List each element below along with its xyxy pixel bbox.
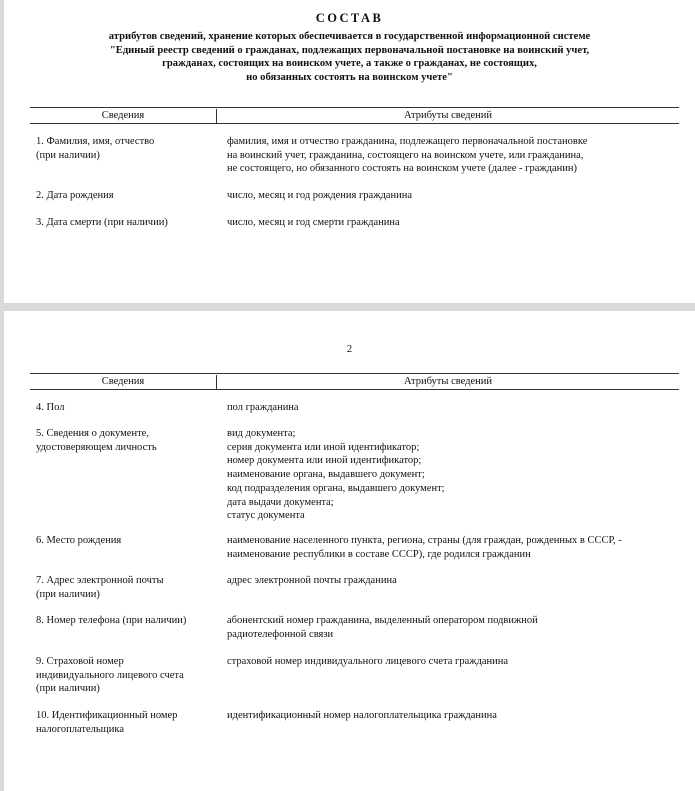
row-attr-line: пол гражданина — [227, 402, 299, 413]
row-label — [36, 427, 218, 454]
row-attributes — [227, 427, 679, 523]
subtitle-line: "Единый реестр сведений о гражданах, подлежащих первоначальной постановке на воинский учет, — [109, 44, 590, 56]
row-label-line: 8. Номер телефона (при наличии) — [36, 615, 187, 626]
document-title: СОСТАВ — [315, 11, 384, 25]
row-label-line: (при наличии) — [36, 149, 100, 161]
row-label — [36, 655, 218, 696]
row-attr-line: число, месяц и год смерти гражданина — [227, 217, 400, 228]
row-attributes — [227, 216, 679, 230]
row-attr-line: страховой номер индивидуального лицевого счета гражданина — [227, 656, 508, 667]
table-header — [30, 373, 679, 390]
row-label — [36, 189, 218, 203]
row-label-line: (при наличии) — [36, 588, 100, 600]
row-label — [36, 709, 218, 736]
row-attr-line: адрес электронной почты гражданина — [227, 575, 397, 586]
row-attributes — [227, 709, 679, 723]
row-label-line: 7. Адрес электронной почты — [36, 575, 164, 586]
row-label-line: 3. Дата смерти (при наличии) — [36, 217, 168, 228]
page-number: 2 — [346, 344, 353, 355]
row-label-line: налогоплательщика — [36, 723, 124, 735]
row-attributes — [227, 655, 679, 669]
row-attributes — [227, 135, 679, 176]
row-attr-line: на воинский учет, гражданина, состоящего на воинском учете, или гражданина, — [227, 149, 584, 161]
row-label-line: 1. Фамилия, имя, отчество — [36, 136, 155, 147]
row-label-line: 5. Сведения о документе, — [36, 428, 149, 439]
row-label — [36, 135, 218, 162]
row-label-line: индивидуального лицевого счета — [36, 669, 184, 681]
row-label-line: 4. Пол — [36, 402, 65, 413]
header-col-info: Сведения — [30, 109, 217, 123]
table-header — [30, 107, 679, 124]
row-label — [36, 216, 218, 230]
row-attr-line: вид документа; — [227, 428, 296, 439]
document-page-1 — [4, 0, 695, 303]
row-label-line: 2. Дата рождения — [36, 190, 114, 201]
row-attr-line: дата выдачи документа; — [227, 496, 334, 508]
row-label — [36, 534, 218, 548]
row-attr-line: статус документа — [227, 510, 305, 522]
row-label — [36, 574, 218, 601]
row-label-line: 9. Страховой номер — [36, 656, 124, 667]
row-attr-line: наименование органа, выдавшего документ; — [227, 469, 425, 481]
header-col-attributes: Атрибуты сведений — [403, 110, 493, 121]
row-attr-line: абонентский номер гражданина, выделенный оператором подвижной — [227, 615, 538, 626]
row-attr-line: наименование населенного пункта, региона, страны (для граждан, рожденных в СССР, - — [227, 535, 622, 546]
row-attr-line: радиотелефонной связи — [227, 628, 334, 640]
row-attr-line: серия документа или иной идентификатор; — [227, 441, 420, 453]
row-attr-line: фамилия, имя и отчество гражданина, подлежащего первоначальной постановке — [227, 136, 588, 147]
row-attributes — [227, 574, 679, 588]
document-page-2 — [4, 311, 695, 791]
row-label — [36, 614, 218, 628]
row-attr-line: наименование республики в составе СССР), где родился гражданин — [227, 548, 531, 560]
row-label-line: удостоверяющем личность — [36, 441, 157, 453]
subtitle-line: гражданах, состоящих на воинском учете, а также о гражданах, не состоящих, — [162, 58, 537, 70]
row-label-line: 10. Идентификационный номер — [36, 710, 178, 721]
row-attr-line: число, месяц и год рождения гражданина — [227, 190, 412, 201]
row-label-line: (при наличии) — [36, 683, 100, 695]
row-attributes — [227, 614, 679, 641]
header-col-attributes: Атрибуты сведений — [403, 376, 493, 387]
document-subtitle — [44, 30, 655, 84]
row-attr-line: номер документа или иной идентификатор; — [227, 455, 422, 467]
row-attr-line: не состоящего, но обязанного состоять на воинском учете (далее - гражданин) — [227, 163, 578, 175]
row-attributes — [227, 189, 679, 203]
row-attr-line: код подразделения органа, выдавшего документ; — [227, 482, 445, 494]
header-col-info: Сведения — [30, 375, 217, 389]
row-attributes — [227, 534, 679, 561]
subtitle-line: атрибутов сведений, хранение которых обеспечивается в государственной информационной системе — [108, 31, 591, 42]
subtitle-line: но обязанных состоять на воинском учете" — [246, 71, 453, 83]
row-label — [36, 401, 218, 415]
row-attr-line: идентификационный номер налогоплательщика гражданина — [227, 710, 497, 721]
row-attributes — [227, 401, 679, 415]
row-label-line: 6. Место рождения — [36, 535, 122, 546]
